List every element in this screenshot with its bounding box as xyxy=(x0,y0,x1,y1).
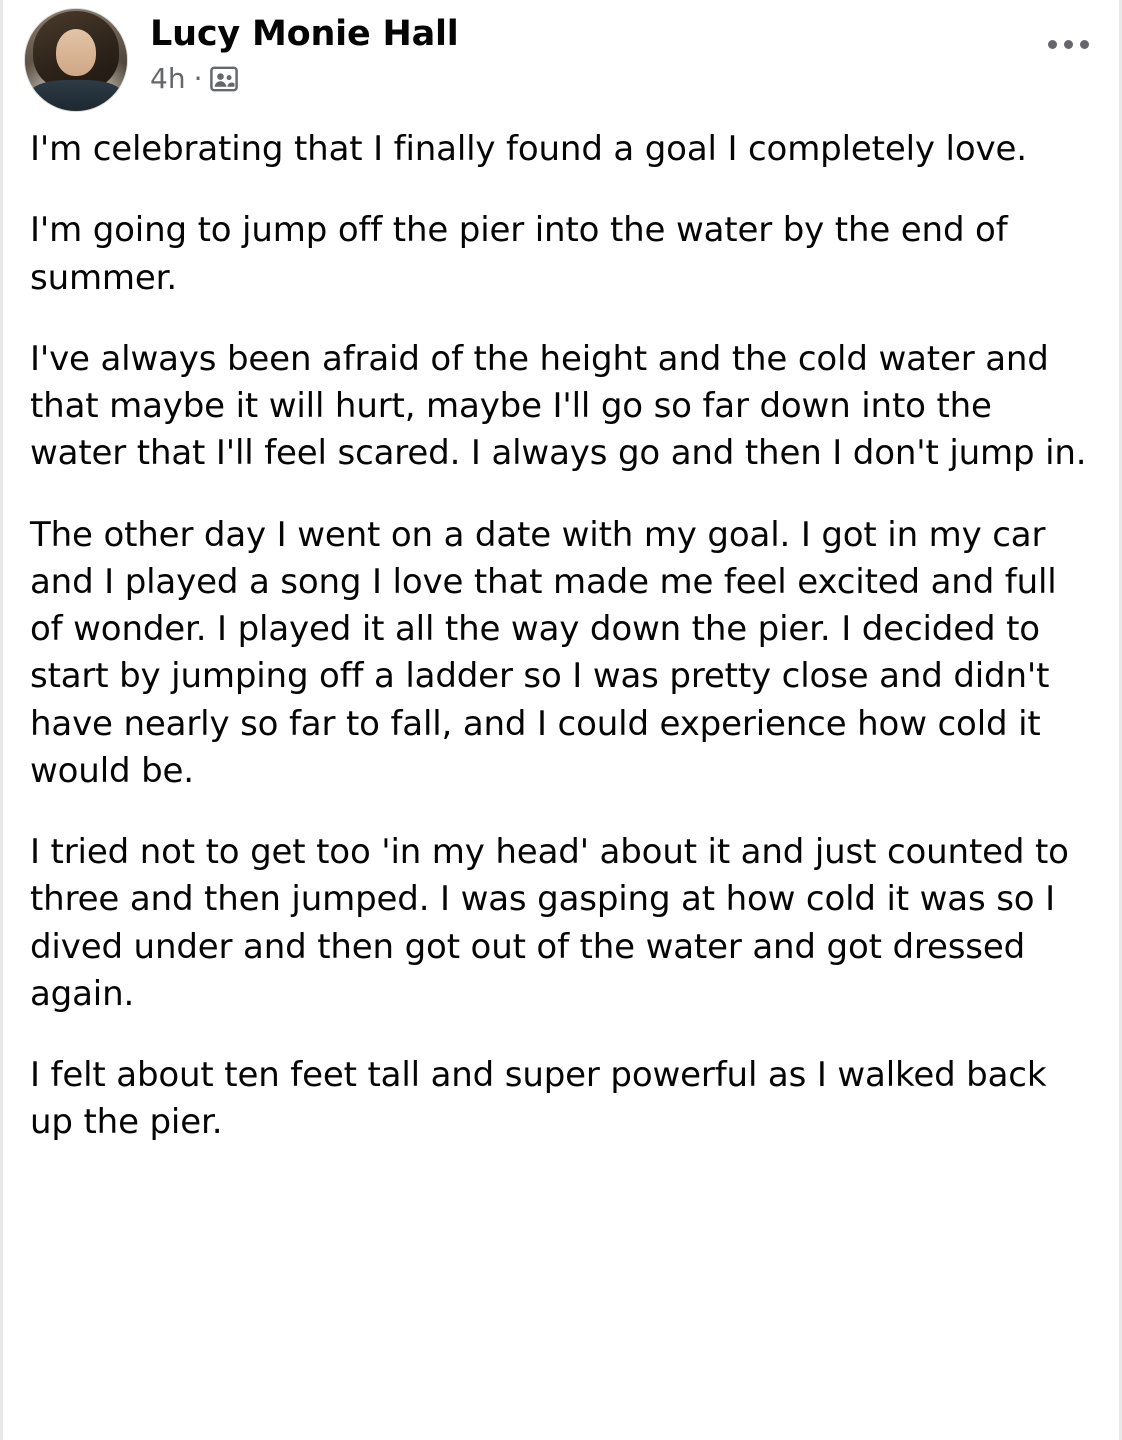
avatar-face xyxy=(56,29,97,76)
post-paragraph: The other day I went on a date with my goal. I got in my car and I played a song I love that made me feel excited and full of wonder. I played it all the way down the pier. I decided to start by jumping off a ladder so I was pretty close and didn't have nearly so far to fall, and I could experience how cold it would be. xyxy=(30,514,1057,791)
more-dot-3 xyxy=(1080,40,1089,49)
more-dot-2 xyxy=(1064,40,1073,49)
meta-separator: · xyxy=(193,62,203,96)
post-paragraph: I'm going to jump off the pier into the water by the end of summer. xyxy=(30,210,1008,298)
post-paragraph: I felt about ten feet tall and super powerful as I walked back up the pier. xyxy=(30,1055,1047,1143)
left-edge-divider xyxy=(0,0,3,1440)
avatar[interactable] xyxy=(24,8,128,112)
author-name[interactable]: Lucy Monie Hall xyxy=(150,14,459,54)
post-paragraph: I'm celebrating that I finally found a goal I completely love. xyxy=(30,129,1027,169)
avatar-body xyxy=(31,80,121,111)
post-paragraph: I've always been afraid of the height and the cold water and that maybe it will hurt, maybe I'll go so far down into the water that I'll feel scared. I always go and then I don't jump in. xyxy=(30,338,1087,474)
post-body xyxy=(0,116,1122,1147)
post-header xyxy=(0,0,1122,116)
friends-icon[interactable] xyxy=(210,65,238,93)
more-dot-1 xyxy=(1048,40,1057,49)
more-options-button[interactable] xyxy=(1040,24,1096,64)
post-meta xyxy=(150,62,459,96)
post-timestamp[interactable]: 4h xyxy=(150,62,186,96)
post-header-text xyxy=(150,8,459,96)
post-paragraph: I tried not to get too 'in my head' about it and just counted to three and then jumped. I was gasping at how cold it was so I dived under and then got out of the water and got dressed again. xyxy=(30,832,1069,1014)
